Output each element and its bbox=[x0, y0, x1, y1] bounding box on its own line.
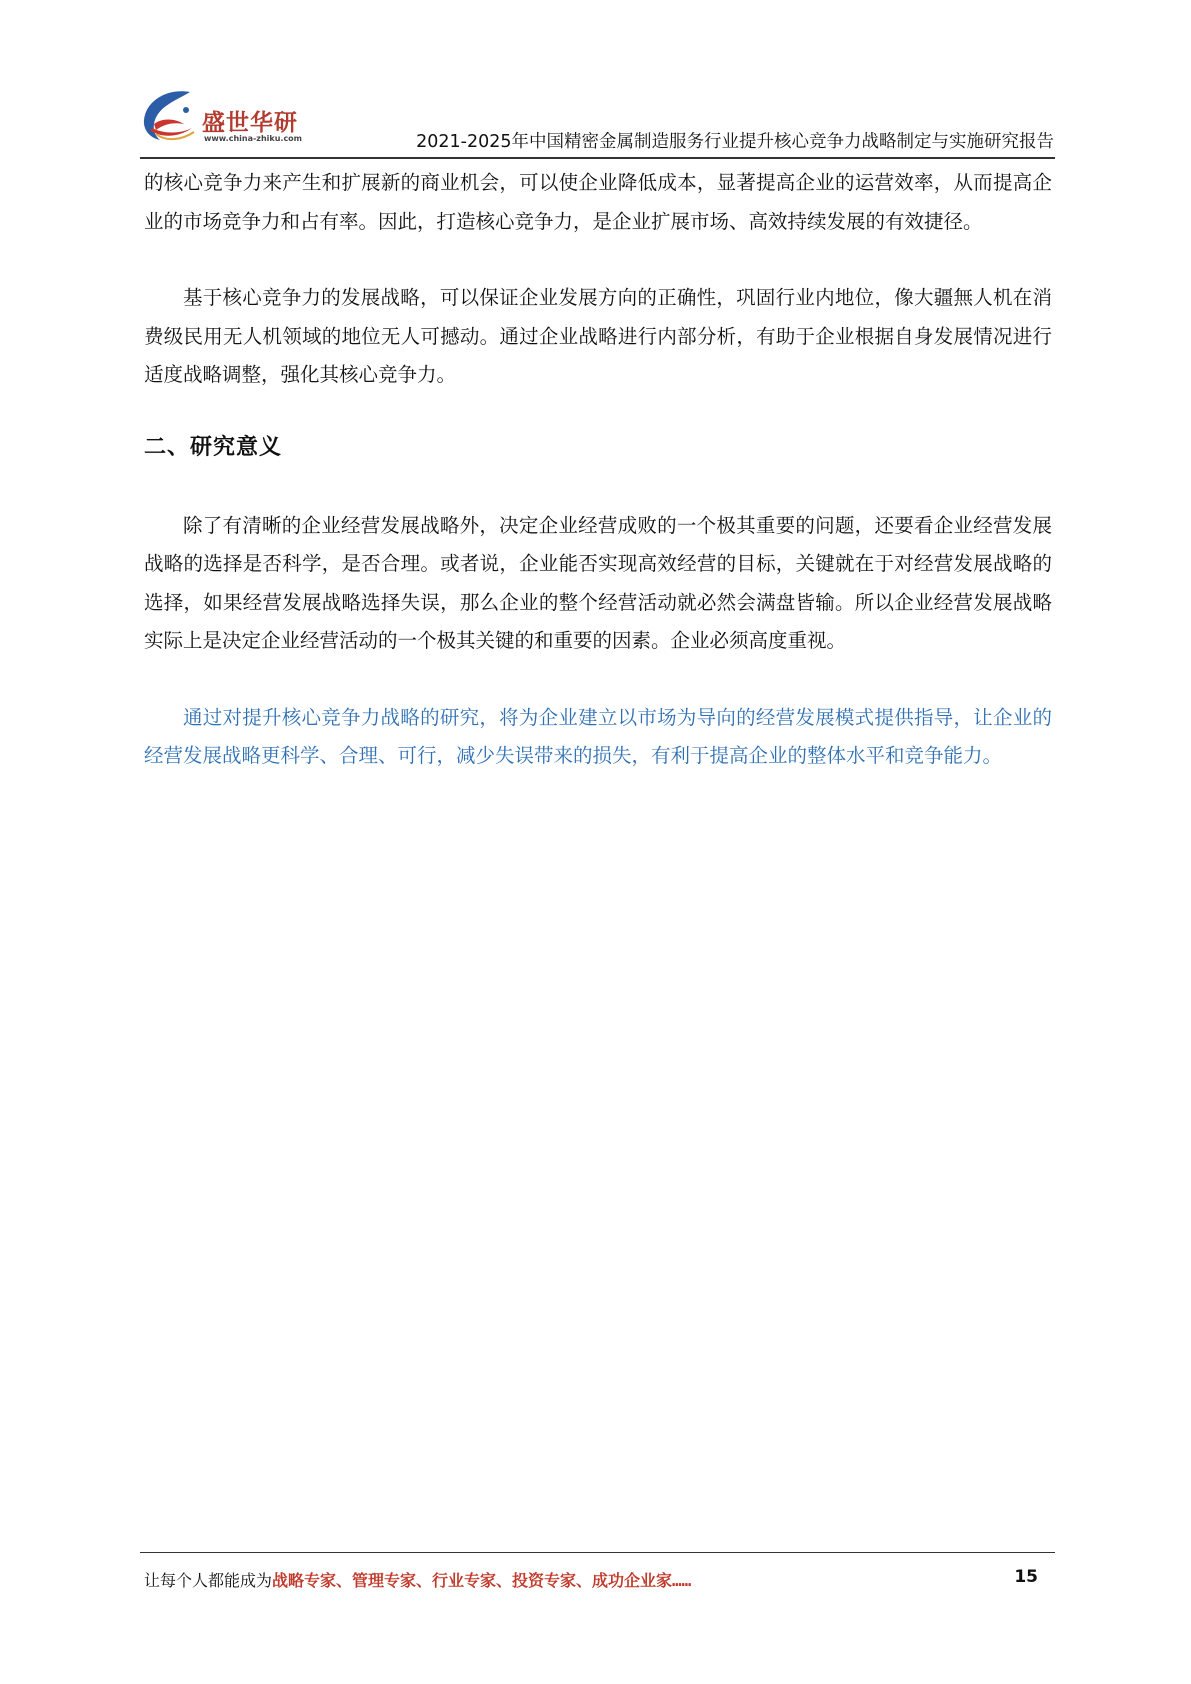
paragraph-1: 的核心竞争力来产生和扩展新的商业机会，可以使企业降低成本，显著提高企业的运营效率，从而提高企业的市场竞争力和占有率。因此，打造核心竞争力，是企业扩展市场、高效持续发展的有效捷径。 bbox=[144, 171, 1052, 233]
logo-name: 盛世华研 bbox=[202, 110, 298, 136]
footer-slogan bbox=[144, 1568, 691, 1591]
page-number: 15 bbox=[1014, 1567, 1038, 1587]
paragraph-gap bbox=[144, 241, 1052, 279]
logo-emblem-icon bbox=[140, 86, 204, 146]
footer-divider bbox=[140, 1552, 1055, 1553]
paragraph-4-highlighted: 通过对提升核心竞争力战略的研究，将为企业建立以市场为导向的经营发展模式提供指导，让企业的经营发展战略更科学、合理、可行，减少失误带来的损失，有利于提高企业的整体水平和竞争能力。 bbox=[144, 705, 1052, 767]
paragraph-3: 除了有清晰的企业经营发展战略外，决定企业经营成败的一个极其重要的问题，还要看企业经营发展战略的选择是否科学，是否合理。或者说，企业能否实现高效经营的目标，关键就在于对经营发展战略的选择，如果经营发展战略选择失误，那么企业的整个经营活动就必然会满盘皆输。所以企业经营发展战略实际上是决定企业经营活动的一个极其关键的和重要的因素。企业必须高度重视。 bbox=[144, 513, 1052, 652]
paragraph-2: 基于核心竞争力的发展战略，可以保证企业发展方向的正确性，巩固行业内地位，像大疆無人机在消费级民用无人机领域的地位无人可撼动。通过企业战略进行内部分析，有助于企业根据自身发展情况进行适度战略调整，强化其核心竞争力。 bbox=[144, 286, 1052, 386]
report-title: 2021-2025年中国精密金属制造服务行业提升核心竞争力战略制定与实施研究报告 bbox=[416, 132, 1054, 152]
page-header bbox=[0, 0, 1191, 160]
logo-url: www.china-zhiku.com bbox=[204, 134, 303, 143]
paragraph-gap bbox=[144, 661, 1052, 699]
footer-slogan-prefix: 让每个人都能成为 bbox=[144, 1571, 273, 1590]
footer-slogan-highlight: 战略专家、管理专家、行业专家、投资专家、成功企业家…… bbox=[272, 1571, 692, 1590]
section-title: 二、研究意义 bbox=[144, 434, 283, 460]
company-logo bbox=[140, 86, 310, 150]
page-content bbox=[144, 164, 1052, 776]
header-divider bbox=[140, 157, 1055, 159]
